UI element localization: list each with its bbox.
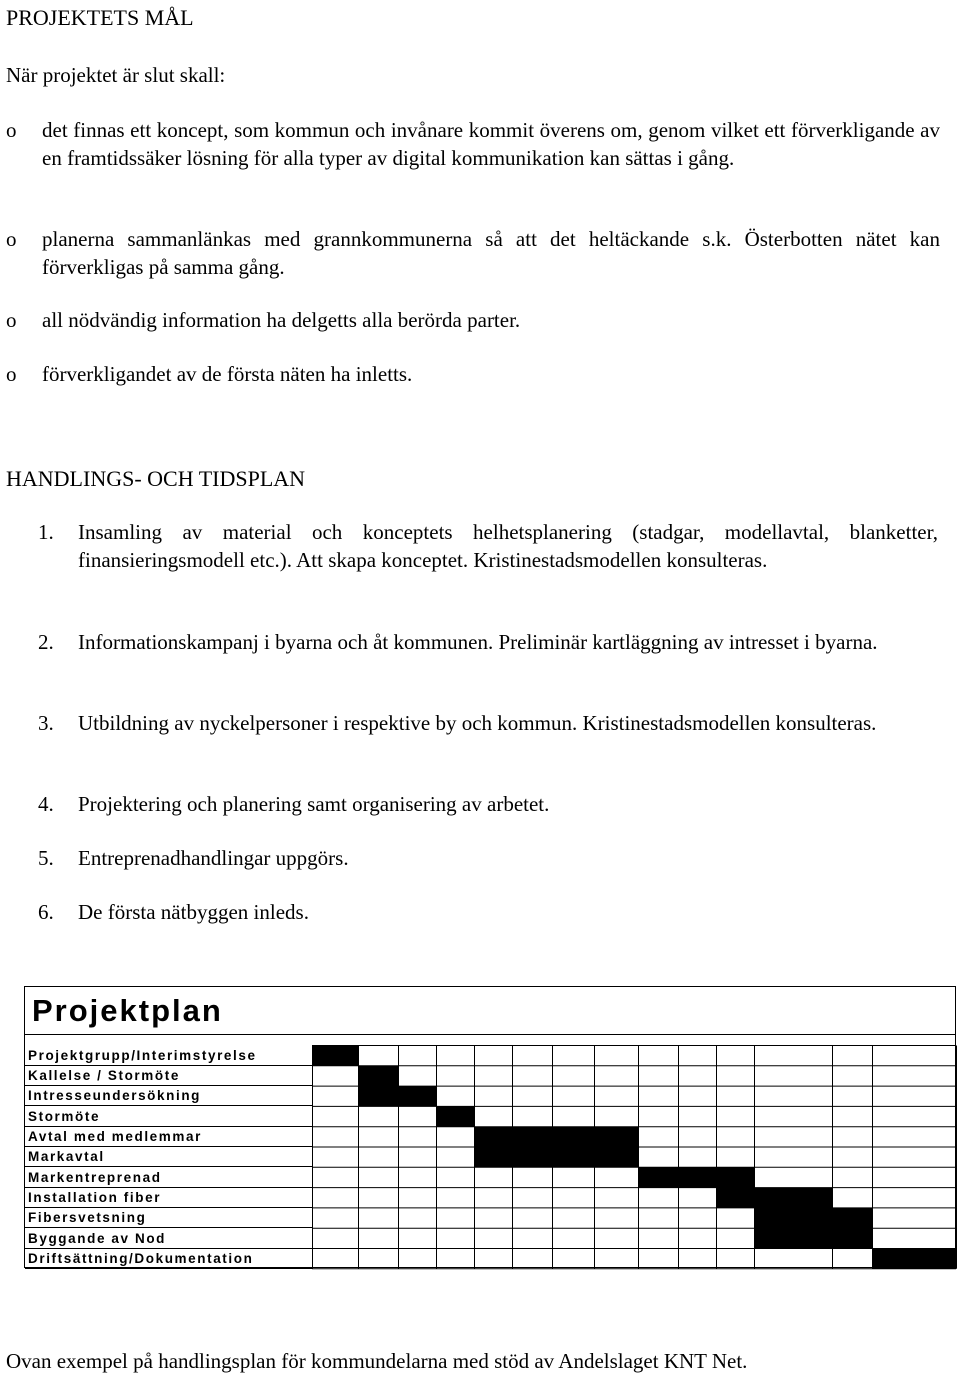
plan-item xyxy=(38,518,938,574)
plan-heading: HANDLINGS- OCH TIDSPLAN xyxy=(6,466,306,491)
goal-item xyxy=(6,306,940,334)
plan-item-text: De första nätbyggen inleds. xyxy=(78,900,309,924)
gantt-bar xyxy=(436,1106,474,1126)
bullet-mark: o xyxy=(6,362,17,386)
goal-item xyxy=(6,360,940,388)
plan-item xyxy=(38,790,938,818)
plan-item-text: Projektering och planering samt organisering av arbetet. xyxy=(78,792,550,816)
gantt-bar xyxy=(754,1208,872,1228)
gantt-bar xyxy=(754,1228,872,1248)
task-label: Avtal med medlemmar xyxy=(25,1127,313,1147)
task-label: Driftsättning/Dokumentation xyxy=(25,1249,313,1269)
gantt-bar xyxy=(474,1127,638,1147)
plan-item-number: 6. xyxy=(38,900,54,924)
plan-item-number: 4. xyxy=(38,792,54,816)
plan-item-number: 5. xyxy=(38,846,54,870)
plan-item-number: 2. xyxy=(38,630,54,654)
plan-item-text: Informationskampanj i byarna och åt kommunen. Preliminär kartläggning av intresset i byarna. xyxy=(78,630,878,654)
plan-item-text: Utbildning av nyckelpersoner i respektive by och kommun. Kristinestadsmodellen konsulteras. xyxy=(78,711,877,735)
task-label: Intresseundersökning xyxy=(25,1086,313,1106)
bullet-mark: o xyxy=(6,227,17,251)
project-plan-divider xyxy=(25,1034,955,1035)
goals-heading: PROJEKTETS MÅL xyxy=(6,5,194,30)
task-label: Installation fiber xyxy=(25,1188,313,1208)
project-plan-title: Projektplan xyxy=(32,993,223,1028)
gantt-grid xyxy=(312,1045,958,1271)
gantt-bar xyxy=(358,1066,398,1086)
task-label: Stormöte xyxy=(25,1107,313,1127)
goal-text: förverkligandet av de första näten ha inletts. xyxy=(42,362,413,386)
gantt-bar xyxy=(638,1167,754,1187)
bullet-mark: o xyxy=(6,118,17,142)
goal-item xyxy=(6,225,940,281)
plan-item-text: Entreprenadhandlingar uppgörs. xyxy=(78,846,349,870)
goal-item xyxy=(6,116,940,172)
goals-intro: När projektet är slut skall: xyxy=(6,63,226,87)
task-label: Fibersvetsning xyxy=(25,1208,313,1228)
gantt-bar xyxy=(358,1086,436,1106)
task-label: Markentreprenad xyxy=(25,1168,313,1188)
plan-item xyxy=(38,844,938,872)
goal-text: all nödvändig information ha delgetts alla berörda parter. xyxy=(42,308,521,332)
plan-item-number: 1. xyxy=(38,520,54,544)
plan-item-text: Insamling av material och konceptets helhetsplanering (stadgar, modellavtal, blanketter, finansieringsmodell etc.). Att skapa konceptet. Kristinestadsmodellen konsulteras. xyxy=(78,520,938,572)
goal-text: planerna sammanlänkas med grannkommunerna så att det heltäckande s.k. Österbotten nätet kan förverkligas på samma gång. xyxy=(42,227,940,279)
task-label: Kallelse / Stormöte xyxy=(25,1066,313,1086)
bullet-mark: o xyxy=(6,308,17,332)
goal-text: det finnas ett koncept, som kommun och invånare kommit överens om, genom vilket ett förverkligande av en framtidssäker lösning för alla typer av digital kommunikation kan sättas i gång. xyxy=(42,118,940,170)
gantt-bar xyxy=(312,1046,358,1066)
plan-item xyxy=(38,628,938,656)
task-label: Projektgrupp/Interimstyrelse xyxy=(25,1046,313,1066)
gantt-bar xyxy=(716,1188,832,1208)
task-label: Markavtal xyxy=(25,1147,313,1167)
plan-item xyxy=(38,709,938,737)
task-label: Byggande av Nod xyxy=(25,1229,313,1249)
plan-item-number: 3. xyxy=(38,711,54,735)
plan-item xyxy=(38,898,938,926)
footer-caption: Ovan exempel på handlingsplan för kommundelarna med stöd av Andelslaget KNT Net. xyxy=(6,1349,748,1373)
gantt-bar xyxy=(474,1147,638,1167)
gantt-bar xyxy=(872,1249,956,1269)
